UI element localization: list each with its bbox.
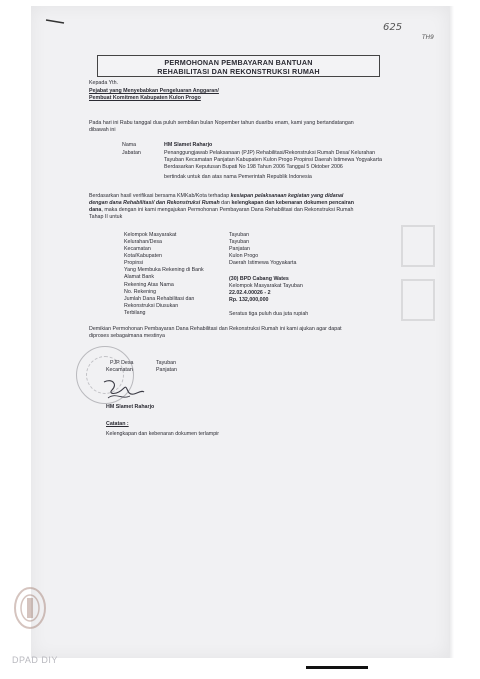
signature-kec-label: Kecamatan	[106, 367, 133, 373]
document-title-box	[97, 55, 380, 77]
detail-label: Jumlah Dana Rehabilitasi dan	[124, 296, 195, 302]
basis-line-4: Tahap II untuk	[89, 214, 123, 220]
archive-logo-icon	[13, 584, 47, 634]
basis-text: , maka dengan ini kami mengajukan Permohonan Pembayaran Dana Rehabilitasi dan Rekonstruksi Rumah	[101, 207, 354, 213]
detail-value: Seratus tiga puluh dua juta rupiah	[229, 311, 309, 317]
name-value: HM Slamet Raharjo	[164, 142, 213, 148]
closing-line-1: Demikian Permohonan Pembayaran Dana Rehabilitasi dan Rekonstruksi Rumah ini kami ajukan agar dapat	[89, 326, 342, 332]
detail-value: Daerah Istimewa Yogyakarta	[229, 260, 297, 266]
detail-value: (30) BPD Cabang Wates	[229, 276, 289, 282]
opening-line-1: Pada hari ini Rabu tanggal dua puluh sembilan bulan Nopember tahun duaribu enam, kami yang bertandatangan	[89, 120, 354, 126]
detail-value: 22.02.4.00026 - 2	[229, 290, 271, 296]
detail-label: Rekening Atas Nama	[124, 282, 174, 288]
opening-line-2: dibawah ini	[89, 127, 116, 133]
addressee-line-1: Pejabat yang Menyebabkan Pengeluaran Anggaran/	[89, 88, 219, 94]
detail-label: No. Rekening	[124, 289, 157, 295]
detail-value: Rp. 132,000,000	[229, 297, 269, 303]
detail-label: Kecamatan	[124, 246, 151, 252]
detail-label: Yang Membuka Rekening di Bank	[124, 267, 204, 273]
page-edge-shadow	[449, 6, 454, 658]
show-through-mark	[396, 220, 440, 330]
signature-pjp-value: Tayuban	[156, 360, 177, 366]
position-line-2: Tayuban Kecamatan Panjatan Kabupaten Kulon Progo Propinsi Daerah Istimewa Yogyakarta	[164, 157, 382, 163]
closing-line-2: diproses sebagaimana mestinya	[89, 333, 165, 339]
position-label: Jabatan	[122, 150, 141, 156]
basis-text: dan	[219, 200, 232, 206]
detail-value: Kulon Progo	[229, 253, 259, 259]
detail-label: Kelompok Masyarakat	[124, 232, 177, 238]
position-line-4: bertindak untuk dan atas nama Pemerintah Republik Indonesia	[164, 174, 312, 180]
detail-label: Terbilang	[124, 310, 146, 316]
detail-label: Propinsi	[124, 260, 144, 266]
handwritten-signature	[98, 372, 148, 408]
signature-kec-value: Panjatan	[156, 367, 177, 373]
position-line-3: Berdasarkan Keputusan Bupati No 198 Tahun 2006 Tanggal 5 Oktober 2006	[164, 164, 343, 170]
position-line-1: Penanggungjawab Pelaksanaan (PJP) Rehabilitasi/Rekonstruksi Rumah Desa/ Kelurahan	[164, 150, 376, 156]
basis-line-2	[89, 200, 354, 207]
signature-pjp-label: PJP Desa	[110, 360, 134, 366]
detail-value: Kelompok Masyarakat Tayuban	[229, 283, 303, 289]
detail-value: Tayuban	[229, 239, 250, 245]
archive-watermark: DPAD DIY	[12, 655, 58, 665]
title-line-1: PERMOHONAN PEMBAYARAN BANTUAN	[164, 58, 313, 67]
detail-label: Alamat Bank	[124, 274, 155, 280]
basis-emphasis: kesiapan pelaksanaan kegiatan yang didanai	[230, 193, 344, 199]
detail-label: Kota/Kabupaten	[124, 253, 162, 259]
detail-value: Panjatan	[229, 246, 250, 252]
scan-bottom-bar	[306, 666, 368, 669]
basis-text: Berdasarkan hasil verifikasi bersama KMKab/Kota terhadap	[89, 193, 231, 199]
addressee-line-2: Pembuat Komitmen Kabupaten Kulon Progo	[89, 95, 201, 101]
basis-line-3	[89, 207, 353, 214]
handwritten-corner-mark: TH9	[422, 34, 434, 41]
detail-label: Rekonstruksi Diusukan	[124, 303, 179, 309]
signature-name: HM Slamet Raharjo	[106, 404, 155, 410]
basis-line-1	[89, 193, 343, 200]
handwritten-page-number: 625	[383, 22, 403, 33]
title-line-2: REHABILITASI DAN REKONSTRUKSI RUMAH	[157, 67, 320, 76]
basis-emphasis: dana	[89, 207, 102, 213]
pen-stroke-mark	[44, 16, 68, 26]
detail-value: Tayuban	[229, 232, 250, 238]
detail-label: Kelurahan/Desa	[124, 239, 162, 245]
note-heading: Catatan :	[106, 421, 129, 427]
note-text: Kelengkapan dan kebenaran dokumen terlampir	[106, 431, 220, 437]
basis-emphasis: dengan dana Rehabilitasi/ dan Rekonstruksi Rumah	[89, 200, 220, 206]
name-label: Nama	[122, 142, 137, 148]
addressee-greeting: Kepada Yth.	[89, 80, 119, 86]
basis-emphasis: kelengkapan dan kebenaran dokumen pencairan	[231, 200, 354, 206]
